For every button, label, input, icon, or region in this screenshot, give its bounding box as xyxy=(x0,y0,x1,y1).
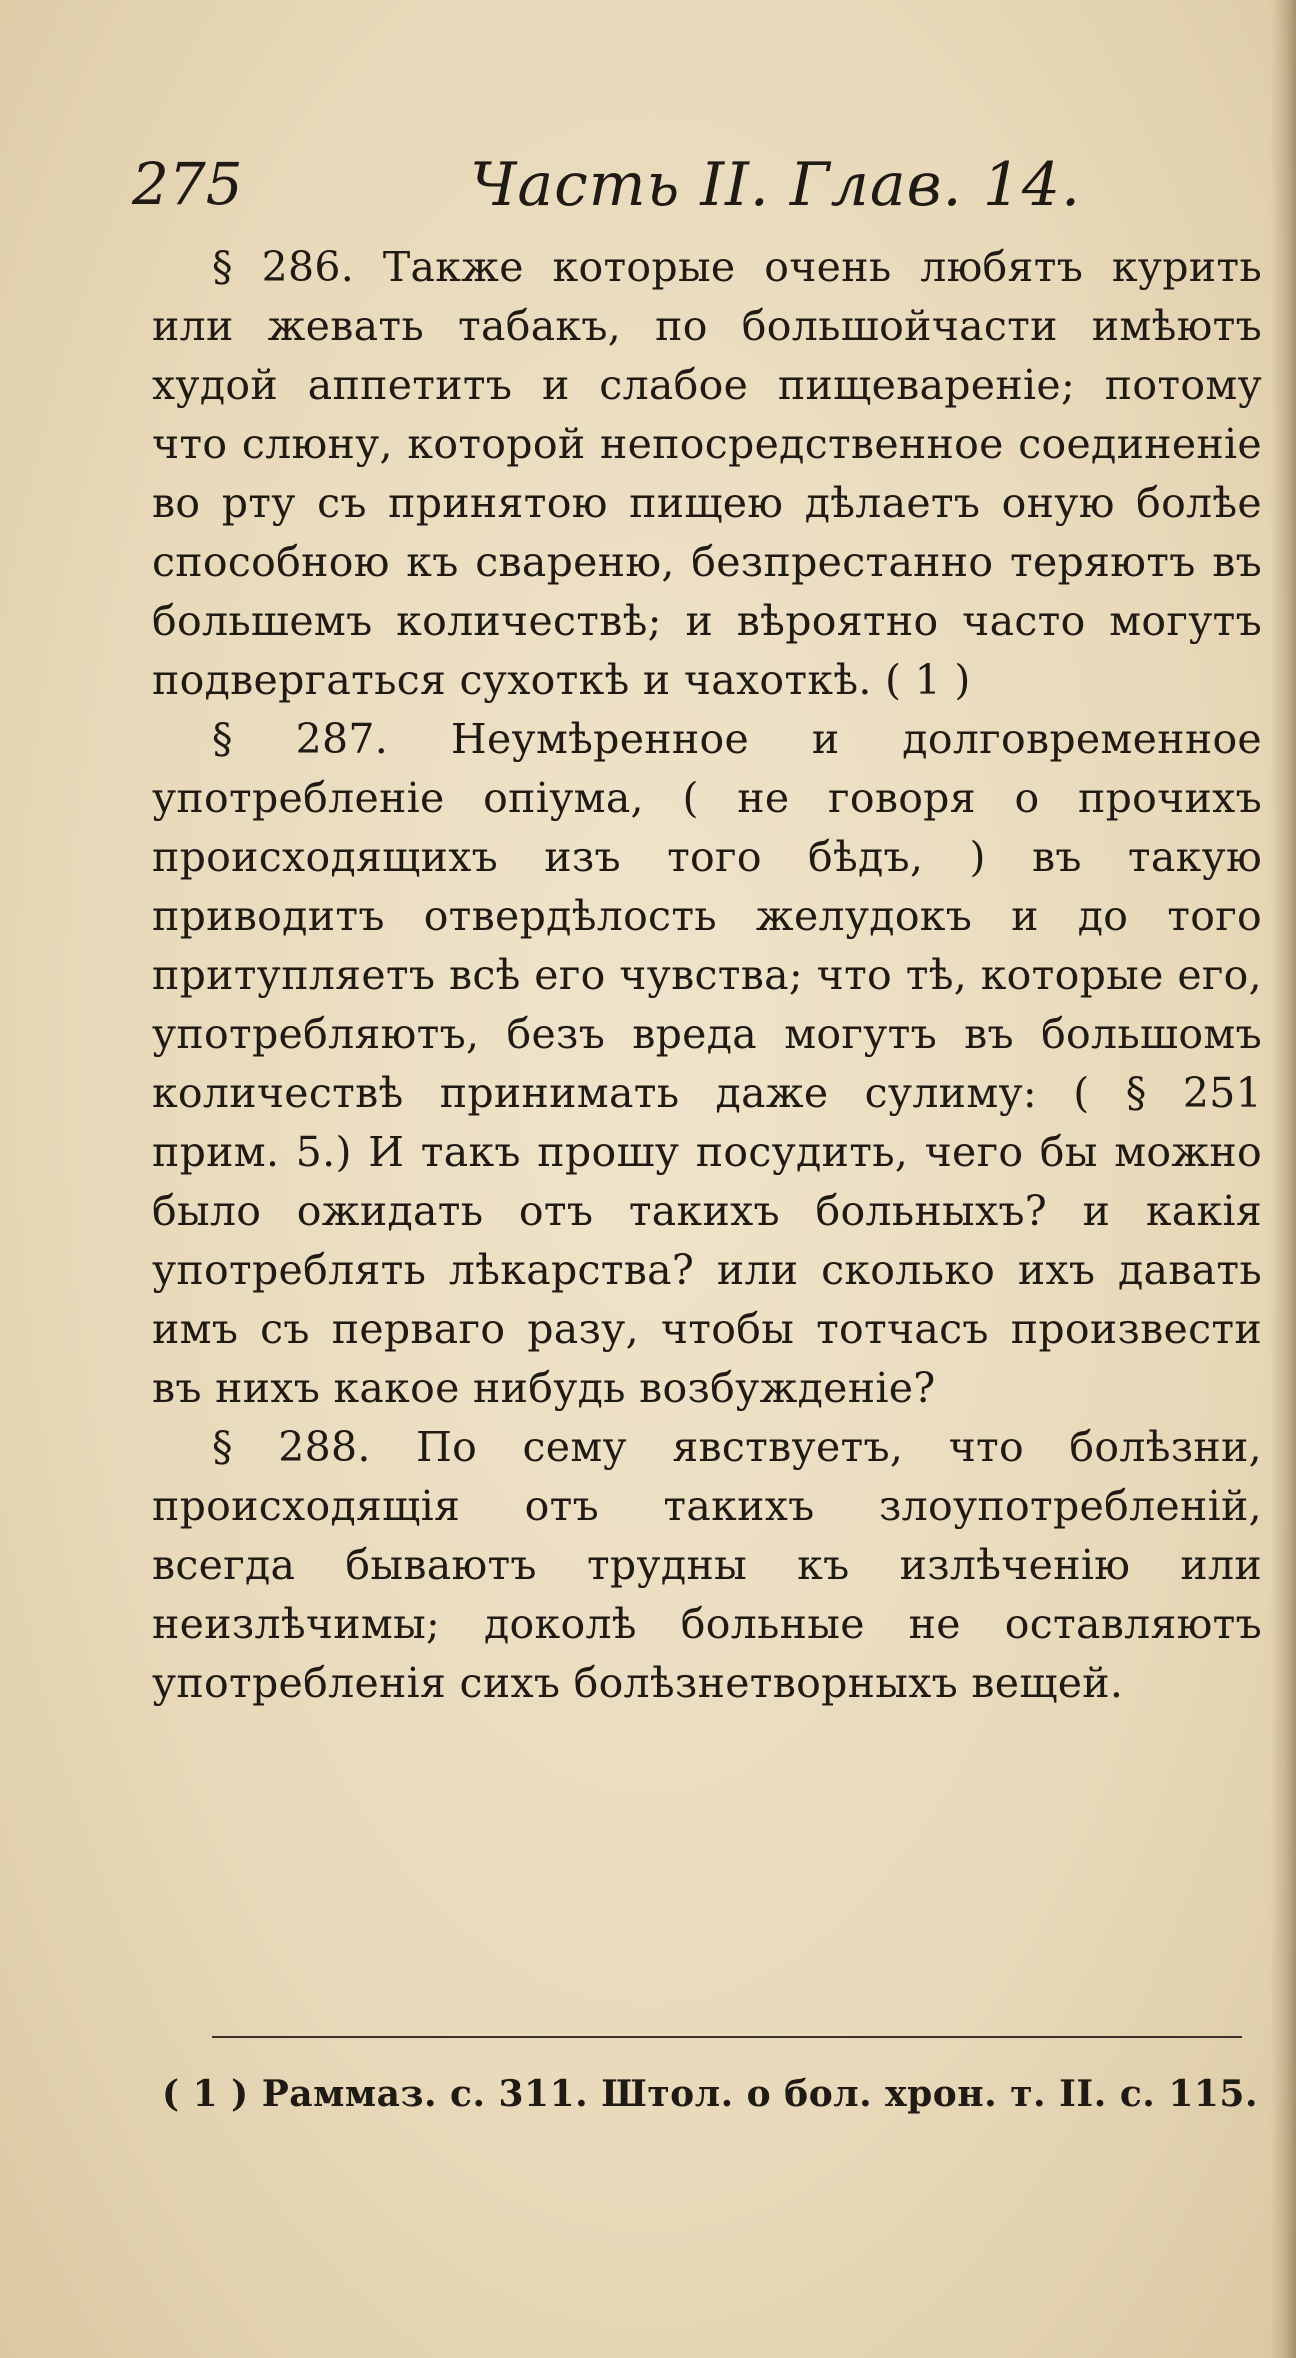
footnote: ( 1 ) Раммаз. с. 311. Штол. о бол. хрон. т. II. с. 115. xyxy=(162,2073,1259,2115)
body-text xyxy=(152,238,1262,1713)
paragraph-287: § 287. Неумѣренное и долговременное употребленіе опіума, ( не говоря о прочихъ происходящихъ изъ того бѣдъ, ) въ такую приводитъ отвердѣлость желудокъ и до того притупляетъ всѣ его чувства; что тѣ, которые его, употребляютъ, безъ вреда могутъ въ большомъ количествѣ принимать даже сулиму: ( § 251 прим. 5.) И такъ прошу посудить, чего бы можно было ожидать отъ такихъ больныхъ? и какія употреблять лѣкарства? или сколько ихъ давать имъ съ перваго разу, чтобы тотчасъ произвести въ нихъ какое нибудь возбужденіе? xyxy=(152,715,1262,1412)
page-header xyxy=(132,150,1192,230)
footnote-separator xyxy=(212,2036,1242,2038)
paragraph-288: § 288. По сему явствуетъ, что болѣзни, происходящія отъ такихъ злоупотребленій, всегда бываютъ трудны къ излѣченію или неизлѣчимы; доколѣ больные не оставляютъ употребленія сихъ болѣзнетворныхъ вещей. xyxy=(152,1423,1262,1707)
running-head: Часть II. Глав. 14. xyxy=(470,150,1082,220)
paragraph-286: § 286. Также которые очень любятъ курить или жевать табакъ, по большойчасти имѣютъ худой аппетитъ и слабое пищевареніе; потому что слюну, которой непосредственное соединеніе во рту съ принятою пищею дѣлаетъ оную болѣе способною къ свареню, безпрестанно теряютъ въ большемъ количествѣ; и вѣроятно часто могутъ подвергаться сухоткѣ и чахоткѣ. ( 1 ) xyxy=(152,243,1262,704)
page-number: 275 xyxy=(132,150,243,218)
page-edge-shadow xyxy=(1270,0,1296,2358)
